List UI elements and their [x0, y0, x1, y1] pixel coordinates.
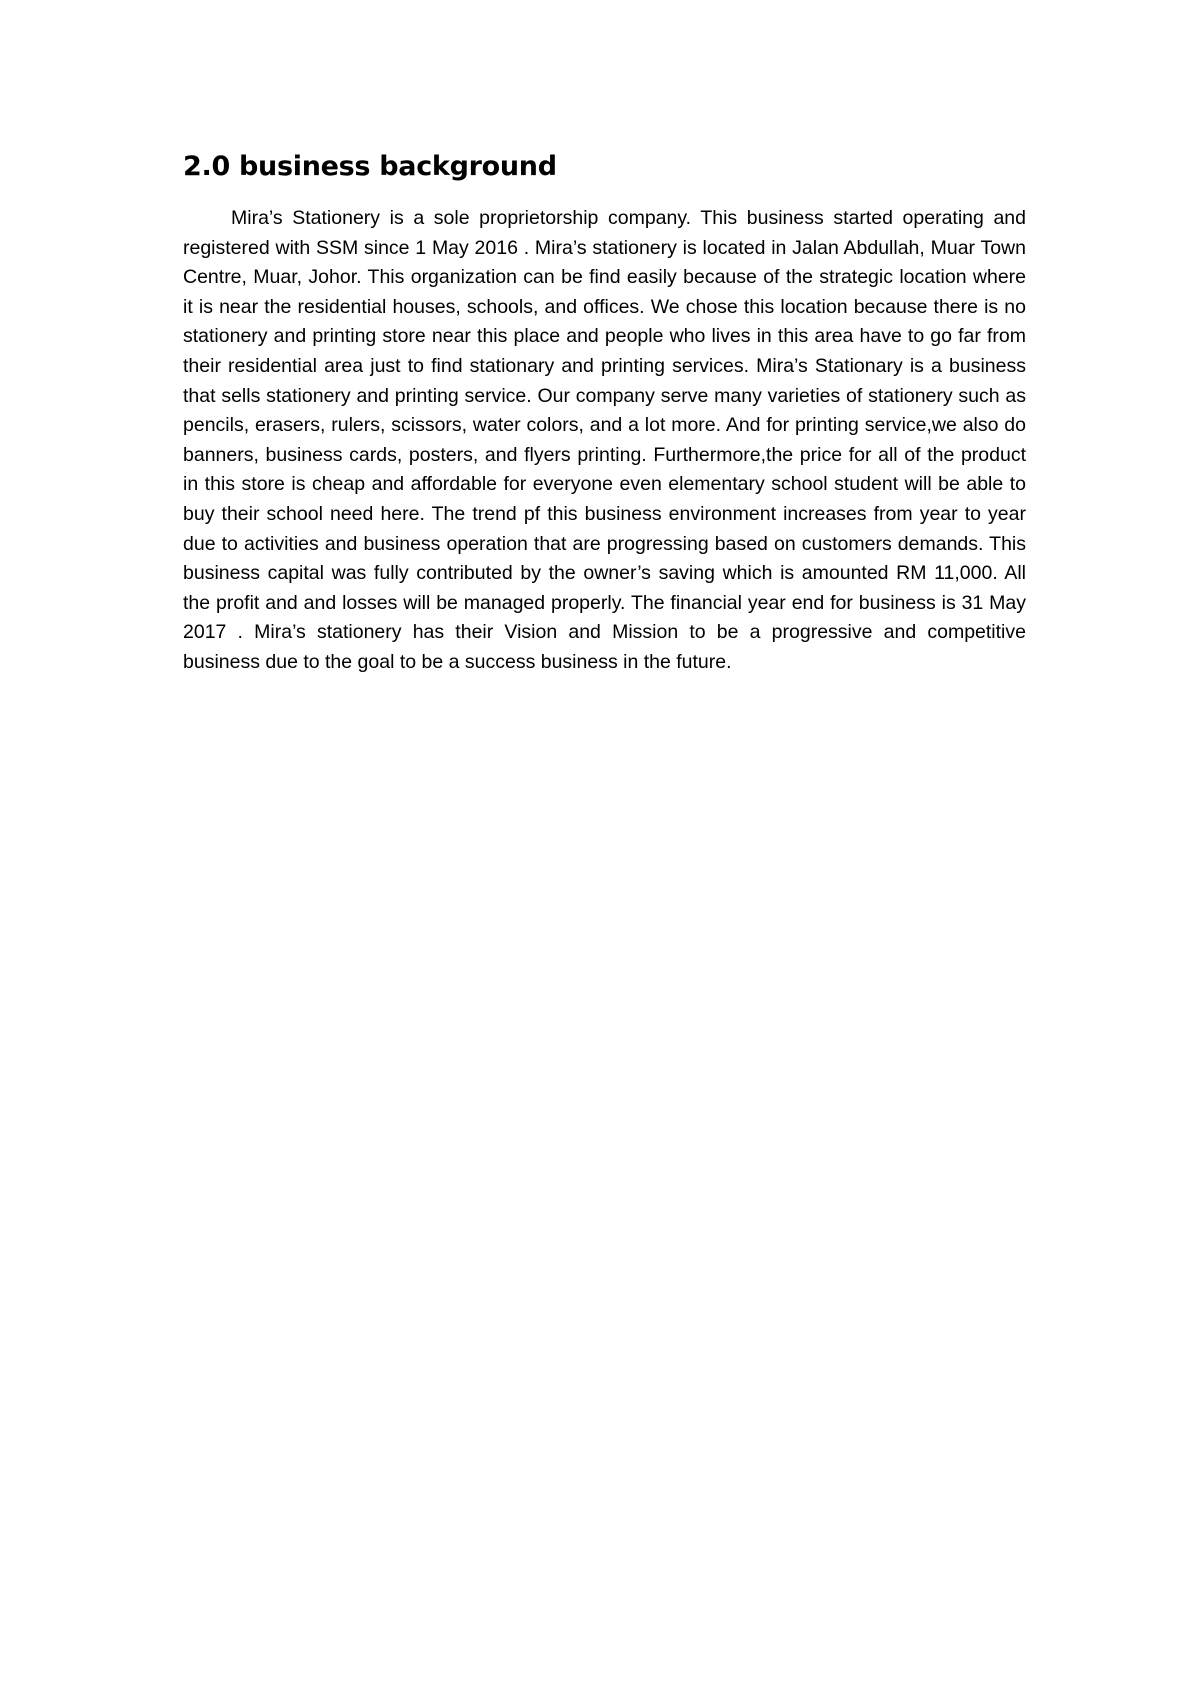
body-paragraph: Mira’s Stationery is a sole proprietorship company. This business started operating and registered with SSM since 1 May 2016 . Mira’s stationery is located in Jalan Abdullah, Muar Town Centre, Muar, Johor. This organization can be find easily because of the strategic location where it is near the residential houses, schools, and offices. We chose this location because there is no stationery and printing store near this place and people who lives in this area have to go far from their residential area just to find stationary and printing services. Mira’s Stationary is a business that sells stationery and printing service. Our company serve many varieties of stationery such as pencils, erasers, rulers, scissors, water colors, and a lot more. And for printing service,we also do banners, business cards, posters, and flyers printing. Furthermore,the price for all of the product in this store is cheap and affordable for everyone even elementary school student will be able to buy their school need here. The trend pf this business environment increases from year to year due to activities and business operation that are progressing based on customers demands. This business capital was fully contributed by the owner’s saving which is amounted RM 11,000. All the profit and and losses will be managed properly. The financial year end for business is 31 May 2017 . Mira’s stationery has their Vision and Mission to be a progressive and competitive business due to the goal to be a success business in the future. — [183, 207, 1026, 673]
document-content — [183, 150, 1026, 678]
section-heading: 2.0 business background — [183, 151, 557, 182]
